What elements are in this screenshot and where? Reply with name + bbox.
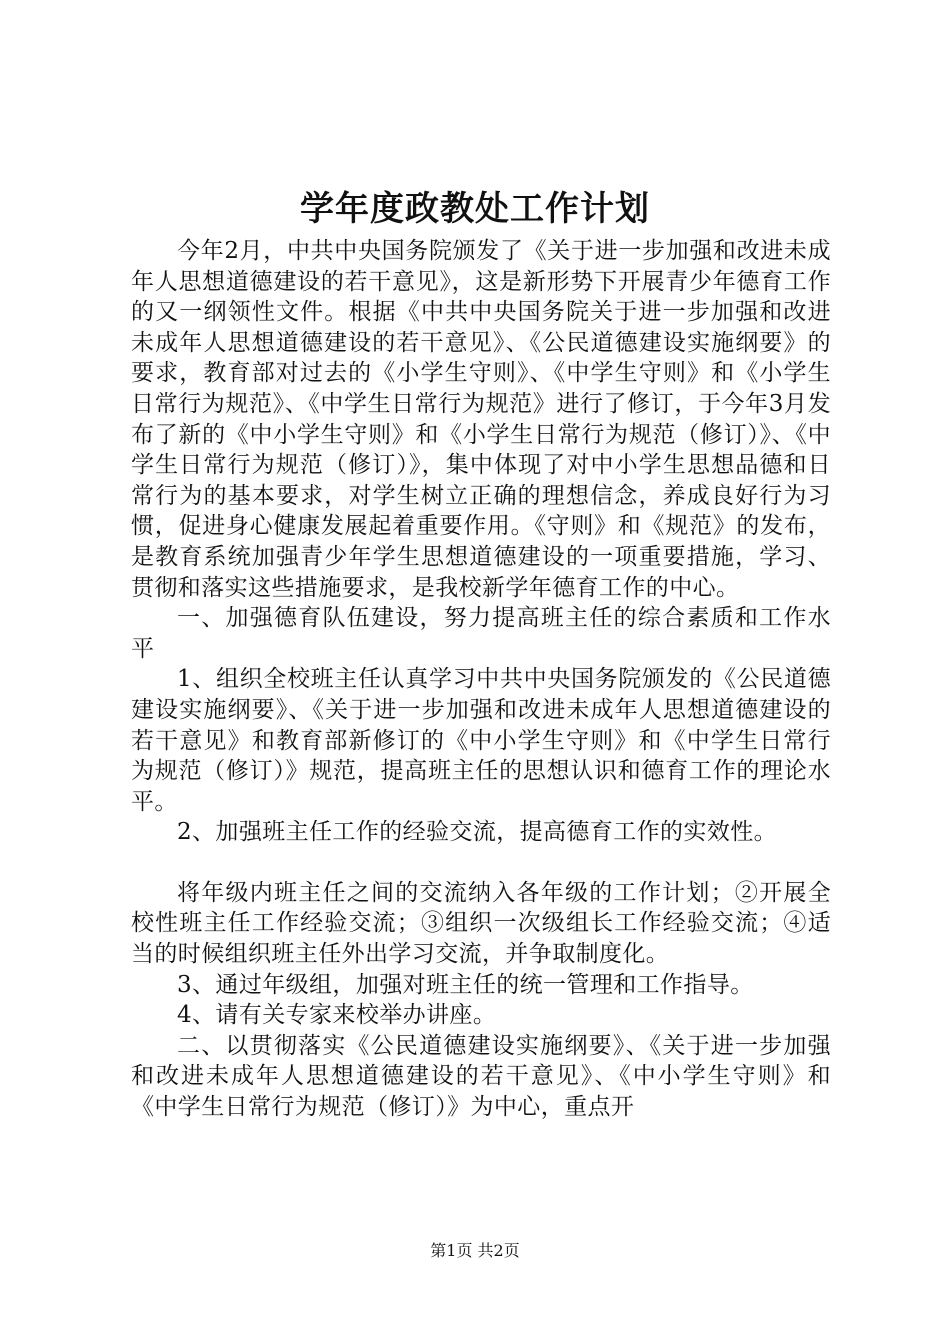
list-item-3: 3、通过年级组，加强对班主任的统一管理和工作指导。 <box>177 971 754 998</box>
page-footer: 第1页 共2页 <box>430 1241 520 1260</box>
section-heading-1: 一、加强德育队伍建设，努力提高班主任的综合素质和工作水平 <box>131 605 831 662</box>
document-title: 学年度政教处工作计划 <box>300 189 650 229</box>
list-item-4: 4、请有关专家来校举办讲座。 <box>177 1002 497 1029</box>
paragraph-intro: 今年2月，中共中央国务院颁发了《关于进一步加强和改进未成年人思想道德建设的若干意见》，这是新形势下开展青少年德育工作的又一纲领性文件。根据《中共中央国务院关于进一步加强和改进未成年人思想道德建设的若干意见》、《公民道德建设实施纲要》的要求，教育部对过去的《小学生守则》、《中学生守则》和《小学生日常行为规范》、《中学生日常行为规范》进行了修订，于今年3月发布了新的《中小学生守则》和《小学生日常行为规范（修订）》、《中学生日常行为规范（修订）》，集中体现了对中小学生思想品德和日常行为的基本要求，对学生树立正确的理想信念，养成良好行为习惯，促进身心健康发展起着重要作用。《守则》和《规范》的发布，是教育系统加强青少年学生思想道德建设的一项重要措施，学习、贯彻和落实这些措施要求，是我校新学年德育工作的中心。 <box>131 238 831 601</box>
list-item-2: 2、加强班主任工作的经验交流，提高德育工作的实效性。 <box>177 819 778 846</box>
document-body <box>131 236 831 1123</box>
paragraph-exchange: 将年级内班主任之间的交流纳入各年级的工作计划；②开展全校性班主任工作经验交流；③组织一次级组长工作经验交流；④适当的时候组织班主任外出学习交流，并争取制度化。 <box>131 879 831 968</box>
section-heading-2: 二、以贯彻落实《公民道德建设实施纲要》、《关于进一步加强和改进未成年人思想道德建设的若干意见》、《中小学生守则》和《中学生日常行为规范（修订）》为中心，重点开 <box>131 1032 831 1121</box>
list-item-1: 1、组织全校班主任认真学习中共中央国务院颁发的《公民道德建设实施纲要》、《关于进一步加强和改进未成年人思想道德建设的若干意见》和教育部新修订的《中小学生守则》和《中学生日常行为规范（修订）》规范，提高班主任的思想认识和德育工作的理论水平。 <box>131 666 831 815</box>
